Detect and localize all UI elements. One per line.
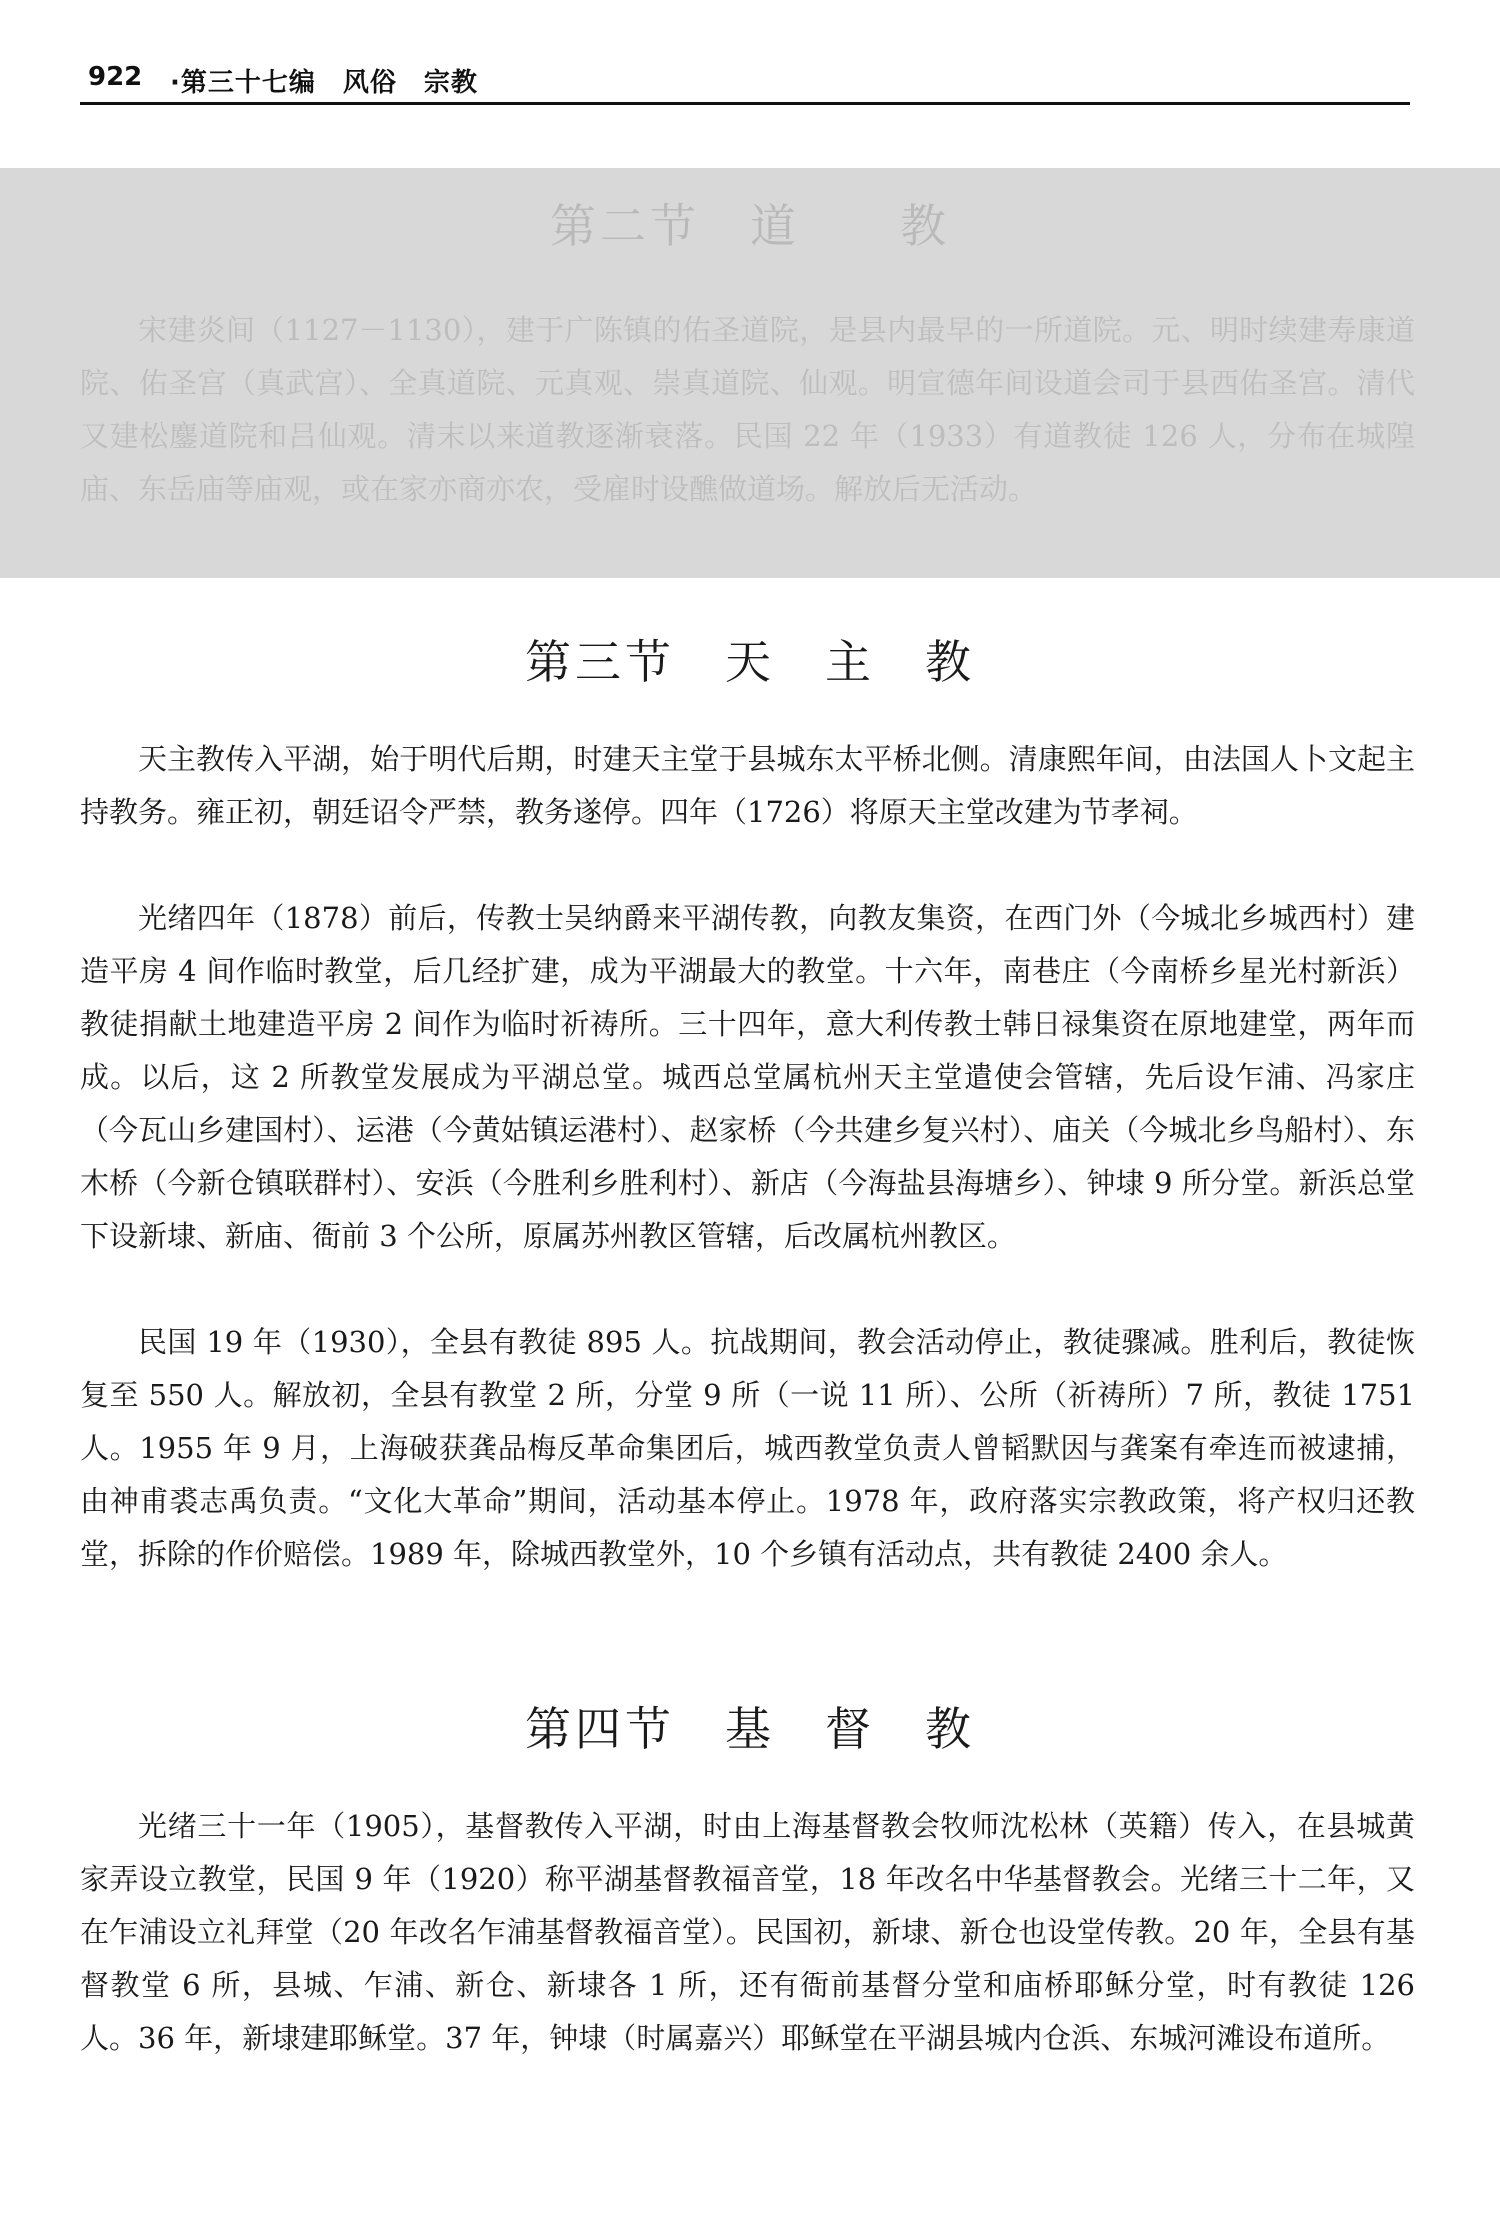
section-title-catholicism: 第三节 天 主 教 bbox=[525, 635, 975, 689]
paragraph-christianity-1: 光绪三十一年（1905），基督教传入平湖，时由上海基督教会牧师沈松林（英籍）传入，在县城黄家弄设立教堂，民国 9 年（1920）称平湖基督教福音堂，18 年改名中华基督教会。光绪三十二年，又在乍浦设立礼拜堂（20 年改名乍浦基督教福音堂）。民国初，新埭、新仓也设堂传教。20 年，全县有基督教堂 6 所，县城、乍浦、新仓、新埭各 1 所，还有衙前基督分堂和庙桥耶稣分堂，时有教徒 126 人。36 年，新埭建耶稣堂。37 年，钟埭（时属嘉兴）耶稣堂在平湖县城内仓浜、东城河滩设布道所。 bbox=[80, 1809, 1415, 2055]
page-header bbox=[80, 58, 1410, 98]
section-title-taoism: 第二节 道 教 bbox=[550, 199, 950, 253]
page-number: 922 bbox=[88, 62, 143, 92]
paragraph-catholicism-2: 光绪四年（1878）前后，传教士吴纳爵来平湖传教，向教友集资，在西门外（今城北乡城西村）建造平房 4 间作临时教堂，后几经扩建，成为平湖最大的教堂。十六年，南巷庄（今南桥乡星光村新浜）教徒捐献土地建造平房 2 间作为临时祈祷所。三十四年，意大利传教士韩日禄集资在原地建堂，两年而成。以后，这 2 所教堂发展成为平湖总堂。城西总堂属杭州天主堂遣使会管辖，先后设乍浦、冯家庄（今瓦山乡建国村）、运港（今黄姑镇运港村）、赵家桥（今共建乡复兴村）、庙关（今城北乡鸟船村）、东木桥（今新仓镇联群村）、安浜（今胜利乡胜利村）、新店（今海盐县海塘乡）、钟埭 9 所分堂。新浜总堂下设新埭、新庙、衙前 3 个公所，原属苏州教区管辖，后改属杭州教区。 bbox=[80, 901, 1415, 1253]
paragraph-catholicism-3: 民国 19 年（1930），全县有教徒 895 人。抗战期间，教会活动停止，教徒骤减。胜利后，教徒恢复至 550 人。解放初，全县有教堂 2 所，分堂 9 所（一说 11 所）、公所（祈祷所）7 所，教徒 1751 人。1955 年 9 月，上海破获龚品梅反革命集团后，城西教堂负责人曾韬默因与龚案有牵连而被逮捕，由神甫裘志禹负责。“文化大革命”期间，活动基本停止。1978 年，政府落实宗教政策，将产权归还教堂，拆除的作价赔偿。1989 年，除城西教堂外，10 个乡镇有活动点，共有教徒 2400 余人。 bbox=[80, 1325, 1415, 1571]
paragraph-catholicism-1: 天主教传入平湖，始于明代后期，时建天主堂于县城东太平桥北侧。清康熙年间，由法国人卜文起主持教务。雍正初，朝廷诏令严禁，教务遂停。四年（1726）将原天主堂改建为节孝祠。 bbox=[80, 742, 1415, 829]
header-rule bbox=[80, 102, 1410, 105]
section-title-christianity: 第四节 基 督 教 bbox=[525, 1702, 975, 1756]
running-title: ·第三十七编 风俗 宗教 bbox=[170, 68, 478, 98]
paragraph-taoism-1: 宋建炎间（1127－1130），建于广陈镇的佑圣道院，是县内最早的一所道院。元、明时续建寿康道院、佑圣宫（真武宫）、全真道院、元真观、崇真道院、仙观。明宣德年间设道会司于县西佑圣宫。清代又建松鏖道院和吕仙观。清末以来道教逐渐衰落。民国 22 年（1933）有道教徒 126 人，分布在城隍庙、东岳庙等庙观，或在家亦商亦农，受雇时设醮做道场。解放后无活动。 bbox=[80, 313, 1415, 506]
